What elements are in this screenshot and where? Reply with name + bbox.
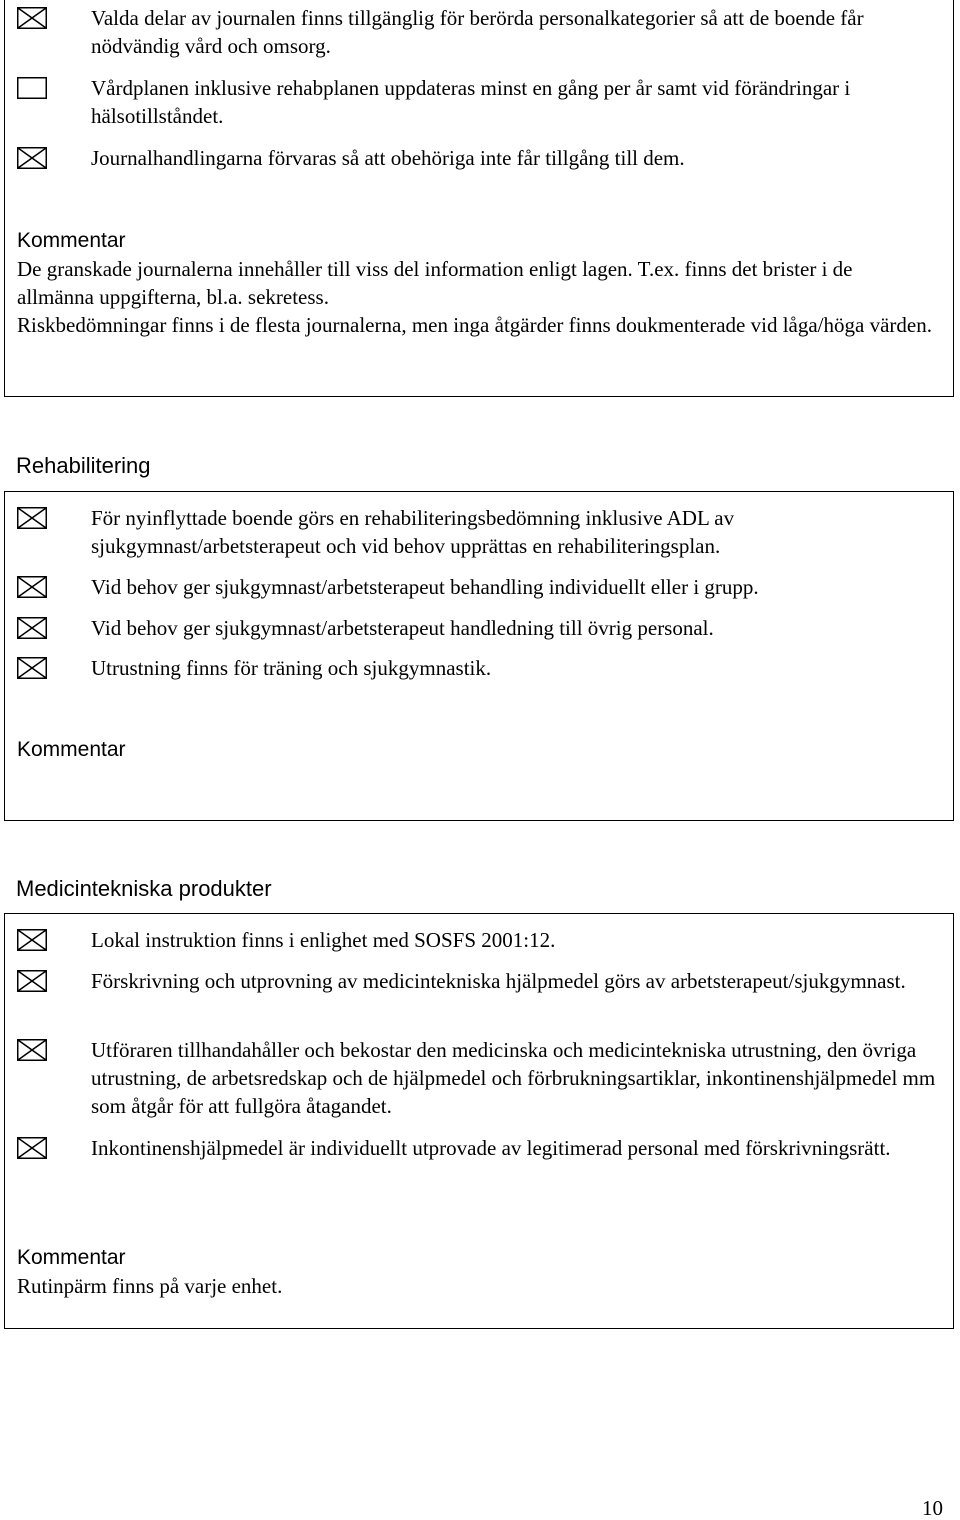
comment-title: Kommentar	[17, 738, 126, 761]
checked-box-icon[interactable]	[17, 576, 47, 598]
checked-box-icon[interactable]	[17, 507, 47, 529]
checked-box-icon[interactable]	[17, 147, 47, 169]
checklist-item-text: Vårdplanen inklusive rehabplanen uppdateras minst en gång per år samt vid förändringar i hälsotillståndet.	[91, 76, 851, 128]
section-heading-medicintekniska: Medicintekniska produkter	[16, 876, 272, 901]
comment-text: Rutinpärm finns på varje enhet.	[17, 1274, 283, 1298]
checklist-item-text: Förskrivning och utprovning av medicintekniska hjälpmedel görs av arbetsterapeut/sjukgymnast.	[91, 969, 906, 993]
checklist-item-text: Utföraren tillhandahåller och bekostar den medicinska och medicintekniska utrustning, den övriga utrustning, de arbetsredskap och de hjälpmedel och förbrukningsartiklar, inkontinenshjälpmedel mm som åtgår för att fullgöra åtagandet.	[91, 1038, 936, 1118]
rehabilitering-section-box	[4, 491, 954, 821]
checklist-item-text: För nyinflyttade boende görs en rehabiliteringsbedömning inklusive ADL av sjukgymnast/arbetsterapeut och vid behov upprättas en rehabiliteringsplan.	[91, 506, 735, 558]
comment-text: De granskade journalerna innehåller till viss del information enligt lagen. T.ex. finns det brister i de allmänna uppgifterna, bl.a. sekretess.	[17, 257, 853, 309]
checked-box-icon[interactable]	[17, 7, 47, 29]
checked-box-icon[interactable]	[17, 970, 47, 992]
checklist-item-text: Vid behov ger sjukgymnast/arbetsterapeut handledning till övrig personal.	[91, 616, 714, 640]
checklist-item-text: Utrustning finns för träning och sjukgymnastik.	[91, 656, 492, 680]
comment-title: Kommentar	[17, 1246, 126, 1269]
checked-box-icon[interactable]	[17, 1137, 47, 1159]
checked-box-icon[interactable]	[17, 657, 47, 679]
medicinteknik-section-box	[4, 913, 954, 1329]
checked-box-icon[interactable]	[17, 617, 47, 639]
checklist-item-text: Valda delar av journalen finns tillgänglig för berörda personalkategorier så att de boende får nödvändig vård och omsorg.	[91, 6, 864, 58]
comment-text: Riskbedömningar finns i de flesta journalerna, men inga åtgärder finns doukmenterade vid låga/höga värden.	[17, 313, 932, 337]
checklist-item-text: Journalhandlingarna förvaras så att obehöriga inte får tillgång till dem.	[91, 146, 685, 170]
journal-section-box	[4, 0, 954, 397]
checklist-item-text: Vid behov ger sjukgymnast/arbetsterapeut behandling individuellt eller i grupp.	[91, 575, 759, 599]
checked-box-icon[interactable]	[17, 1039, 47, 1061]
checklist-item-text: Inkontinenshjälpmedel är individuellt utprovade av legitimerad personal med förskrivningsrätt.	[91, 1136, 891, 1160]
section-heading-rehabilitering: Rehabilitering	[16, 453, 151, 478]
comment-title: Kommentar	[17, 229, 126, 252]
checklist-item-text: Lokal instruktion finns i enlighet med SOSFS 2001:12.	[91, 928, 556, 952]
page-number: 10	[922, 1496, 943, 1520]
checked-box-icon[interactable]	[17, 929, 47, 951]
unchecked-box-icon[interactable]	[17, 77, 47, 99]
